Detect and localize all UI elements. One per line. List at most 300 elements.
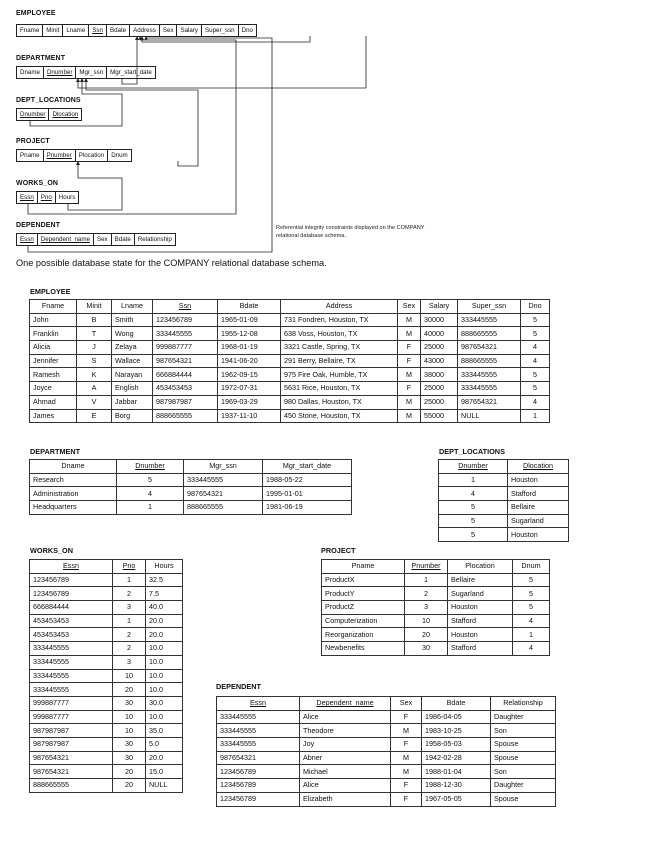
table-cell: 7.5 [146,587,183,601]
table-cell: 5 [513,587,550,601]
table-row [439,473,569,487]
table-cell: 5 [521,368,550,382]
table-cell: 333445555 [30,655,113,669]
schema-attr-key: Dependent_name [38,234,94,245]
table-cell: 10 [113,669,146,683]
table-cell: 4 [513,642,550,656]
column-header: Dnumber [439,460,508,474]
fk-line [28,36,236,214]
table-cell: 987654321 [217,751,300,765]
table-cell: F [398,354,421,368]
table-cell: 5 [513,573,550,587]
column-header: Dno [521,300,550,314]
table-cell: Theodore [300,724,391,738]
table-cell: 999887777 [30,710,113,724]
table-row [30,409,550,423]
table-cell: Bellaire [448,573,513,587]
column-header: Relationship [491,697,556,711]
column-header: Hours [146,560,183,574]
table-cell: 987654321 [458,395,521,409]
table-cell: 10.0 [146,710,183,724]
table-cell: 980 Dallas, Houston, TX [281,395,398,409]
column-header: Dnum [513,560,550,574]
table-cell: 1988-05-22 [263,473,352,487]
schema-department-label: DEPARTMENT [16,55,66,62]
table-cell: 123456789 [217,779,300,793]
table-cell: 1983-10-25 [422,724,491,738]
table-cell: 1 [521,409,550,423]
table-cell: Elizabeth [300,792,391,806]
table-cell: 888665555 [458,354,521,368]
schema-attr-key: Pno [38,192,56,203]
table-cell: 888665555 [184,501,263,515]
table-cell: 333445555 [153,327,218,341]
table-cell: M [398,395,421,409]
table-row [217,765,556,779]
schema-works-on-label: WORKS_ON [16,180,59,187]
header-row [217,697,556,711]
column-header: Pno [113,560,146,574]
table-cell: 987654321 [30,765,113,779]
table-cell: 1955-12-08 [218,327,281,341]
schema-attr: Sex [94,234,112,245]
column-header: Sex [398,300,421,314]
table-cell: 1972-07-31 [218,382,281,396]
dept-locations-table [438,459,569,542]
column-header: Essn [30,560,113,574]
table-cell: 888665555 [458,327,521,341]
table-cell: 30 [113,751,146,765]
table-cell: 453453453 [153,382,218,396]
table-cell: F [391,738,422,752]
table-cell: 10.0 [146,683,183,697]
schema-note: Referential integrity constraints displayed on the COMPANY relational database schema. [276,225,425,239]
table-cell: Wallace [112,354,153,368]
table-cell: F [391,710,422,724]
table-cell: 35.0 [146,724,183,738]
table-cell: ProductX [322,573,405,587]
table-cell: M [398,409,421,423]
table-cell: Alice [300,779,391,793]
table-cell: 43000 [421,354,458,368]
schema-attr: Fname [17,25,43,36]
table-cell: 40000 [421,327,458,341]
table-cell: M [391,724,422,738]
table-cell: 10 [113,710,146,724]
table-cell: 987987987 [30,737,113,751]
table-cell: 2 [113,628,146,642]
table-cell: Daughter [491,710,556,724]
table-row [30,724,183,738]
table-cell: 333445555 [184,473,263,487]
table-cell: B [77,313,112,327]
column-header: Address [281,300,398,314]
table-cell: 987654321 [153,354,218,368]
table-row [30,327,550,341]
table-cell: 453453453 [30,614,113,628]
table-cell: F [398,341,421,355]
table-row [30,487,352,501]
schema-employee-row [16,24,257,37]
table-cell: Stafford [508,487,569,501]
table-cell: 5 [439,528,508,542]
schema-attr: Dname [17,67,44,78]
table-row [322,573,550,587]
table-cell: 638 Voss, Houston, TX [281,327,398,341]
table-cell: Stafford [448,642,513,656]
table-cell: 999887777 [30,696,113,710]
schema-project-label: PROJECT [16,138,50,145]
schema-attr: Mgr_start_date [110,69,152,76]
table-row [30,737,183,751]
table-cell: 666884444 [153,368,218,382]
table-row [439,528,569,542]
column-header: Pname [322,560,405,574]
table-cell: 1942-02-28 [422,751,491,765]
column-header: Bdate [422,697,491,711]
table-cell: Spouse [491,792,556,806]
table-cell: A [77,382,112,396]
table-row [30,683,183,697]
table-cell: 25000 [421,395,458,409]
table-cell: 731 Fondren, Houston, TX [281,313,398,327]
table-row [30,587,183,601]
figure-caption: One possible database state for the COMPANY relational database schema. [16,258,327,268]
table-cell: 10.0 [146,642,183,656]
table-cell: M [398,313,421,327]
table-row [30,710,183,724]
table-cell: Sugarland [448,587,513,601]
table-row [30,313,550,327]
table-cell: Reorganization [322,628,405,642]
table-cell: E [77,409,112,423]
table-cell: Administration [30,487,117,501]
table-cell: 987987987 [153,395,218,409]
table-cell: Joy [300,738,391,752]
table-cell: 1958-05-03 [422,738,491,752]
table-row [30,341,550,355]
table-row [30,382,550,396]
schema-attr-key: Essn [17,192,38,203]
table-row [30,614,183,628]
table-cell: 4 [521,395,550,409]
table-cell: Wong [112,327,153,341]
table-cell: 4 [521,354,550,368]
department-table-title: DEPARTMENT [30,447,81,456]
table-cell: 55000 [421,409,458,423]
schema-attr-key: Dnumber [17,109,49,120]
table-row [30,751,183,765]
table-row [30,779,183,793]
table-row [322,601,550,615]
table-cell: 4 [513,614,550,628]
schema-attr: Lname [63,25,89,36]
table-cell: 5 [521,382,550,396]
table-cell: NULL [458,409,521,423]
schema-dept-locations-row [16,108,82,121]
table-cell: 30.0 [146,696,183,710]
table-cell: Research [30,473,117,487]
table-cell: 333445555 [458,382,521,396]
fk-line [78,36,366,88]
table-cell: Spouse [491,738,556,752]
table-cell: Daughter [491,779,556,793]
table-cell: 333445555 [217,710,300,724]
table-row [30,395,550,409]
table-cell: 5.0 [146,737,183,751]
table-row [30,642,183,656]
schema-department-row [16,66,156,79]
table-cell: 10.0 [146,655,183,669]
table-cell: Abner [300,751,391,765]
table-cell: 5 [521,327,550,341]
table-cell: 3 [113,655,146,669]
table-cell: ProductY [322,587,405,601]
table-cell: 123456789 [217,765,300,779]
table-cell: Borg [112,409,153,423]
column-header: Plocation [448,560,513,574]
table-cell: 3 [113,601,146,615]
schema-attr: Dno [241,27,253,34]
table-cell: 333445555 [458,313,521,327]
column-header: Mgr_start_date [263,460,352,474]
table-cell: Joyce [30,382,77,396]
table-cell: Jabbar [112,395,153,409]
table-row [30,765,183,779]
table-row [217,724,556,738]
table-cell: 20 [113,779,146,793]
table-cell: F [398,382,421,396]
header-row [30,560,183,574]
table-cell: Spouse [491,751,556,765]
table-cell: 333445555 [30,642,113,656]
column-header: Sex [391,697,422,711]
works-on-table [29,559,183,793]
table-cell: 1968-01-19 [218,341,281,355]
project-table-title: PROJECT [321,546,356,555]
table-row [30,628,183,642]
table-cell: F [391,779,422,793]
table-cell: 1965-01-09 [218,313,281,327]
header-row [30,460,352,474]
table-cell: M [391,765,422,779]
table-cell: 20.0 [146,614,183,628]
schema-works-on-row [16,191,79,204]
column-header: Mgr_ssn [184,460,263,474]
table-cell: 20 [113,765,146,779]
table-cell: 32.5 [146,573,183,587]
schema-attr-key: Dnumber [44,67,76,78]
table-cell: 987654321 [458,341,521,355]
header-row [439,460,569,474]
table-cell: M [391,751,422,765]
table-cell: 25000 [421,382,458,396]
table-cell: 38000 [421,368,458,382]
table-cell: 30 [113,696,146,710]
schema-attr: Minit [43,25,63,36]
table-cell: 20.0 [146,751,183,765]
table-cell: 30 [405,642,448,656]
schema-attr: Sex [160,25,178,36]
employee-table [29,299,550,423]
project-table [321,559,550,656]
works-on-table-title: WORKS_ON [30,546,73,555]
table-cell: 1 [117,501,184,515]
table-cell: 10 [405,614,448,628]
table-cell: 123456789 [30,587,113,601]
table-row [439,514,569,528]
table-cell: 5 [439,514,508,528]
dept-locations-table-title: DEPT_LOCATIONS [439,447,505,456]
schema-dependent-label: DEPENDENT [16,222,61,229]
schema-attr: Bdate [107,25,130,36]
column-header: Lname [112,300,153,314]
schema-attr: Dnum [111,152,128,159]
schema-attr: Mgr_ssn [76,67,107,78]
table-cell: 30 [113,737,146,751]
table-row [322,614,550,628]
table-cell: Son [491,724,556,738]
table-cell: Jennifer [30,354,77,368]
table-cell: 1969-03-29 [218,395,281,409]
table-cell: ProductZ [322,601,405,615]
column-header: Essn [217,697,300,711]
table-cell: 291 Berry, Bellaire, TX [281,354,398,368]
schema-project-row [16,149,132,162]
column-header: Minit [77,300,112,314]
table-cell: Ramesh [30,368,77,382]
table-cell: 2 [405,587,448,601]
table-cell: 10 [113,724,146,738]
table-cell: 1988-01-04 [422,765,491,779]
schema-dept-locations-label: DEPT_LOCATIONS [16,97,81,104]
column-header: Ssn [153,300,218,314]
table-cell: Alice [300,710,391,724]
schema-dependent-row [16,233,176,246]
table-cell: 999887777 [153,341,218,355]
header-row [30,300,550,314]
table-cell: Headquarters [30,501,117,515]
table-cell: Alicia [30,341,77,355]
table-row [30,368,550,382]
table-cell: 987654321 [184,487,263,501]
table-row [439,487,569,501]
table-row [30,696,183,710]
table-cell: 333445555 [30,669,113,683]
table-row [30,669,183,683]
header-row [322,560,550,574]
table-row [30,655,183,669]
table-cell: 975 Fire Oak, Humble, TX [281,368,398,382]
table-row [217,710,556,724]
table-cell: 333445555 [217,738,300,752]
table-cell: 2 [113,642,146,656]
table-cell: 5 [439,501,508,515]
schema-attr-key: Ssn [89,25,107,36]
table-row [322,628,550,642]
table-cell: Franklin [30,327,77,341]
schema-attr-key: Pnumber [44,150,76,161]
table-cell: Houston [448,601,513,615]
table-cell: James [30,409,77,423]
table-cell: 5 [117,473,184,487]
schema-attr-key: Essn [17,234,38,245]
table-cell: S [77,354,112,368]
table-cell: 3 [405,601,448,615]
table-cell: 5 [521,313,550,327]
table-cell: 1 [113,614,146,628]
table-cell: 1941-06-20 [218,354,281,368]
table-cell: 987987987 [30,724,113,738]
table-row [30,573,183,587]
table-cell: Computerization [322,614,405,628]
table-cell: 987654321 [30,751,113,765]
table-cell: 20 [405,628,448,642]
table-cell: 888665555 [153,409,218,423]
table-cell: M [398,368,421,382]
table-cell: 1 [439,473,508,487]
table-cell: 2 [113,587,146,601]
column-header: Salary [421,300,458,314]
table-cell: 20.0 [146,628,183,642]
table-cell: Smith [112,313,153,327]
table-cell: M [398,327,421,341]
table-cell: John [30,313,77,327]
schema-attr: Hours [58,194,76,201]
schema-attr: Super_ssn [202,25,239,36]
table-row [217,738,556,752]
column-header: Dependent_name [300,697,391,711]
table-cell: 1967-05-05 [422,792,491,806]
table-cell: 25000 [421,341,458,355]
column-header: Fname [30,300,77,314]
table-cell: 1988-12-30 [422,779,491,793]
table-cell: Narayan [112,368,153,382]
table-row [439,501,569,515]
table-cell: 30000 [421,313,458,327]
column-header: Bdate [218,300,281,314]
table-cell: V [77,395,112,409]
table-cell: Zelaya [112,341,153,355]
schema-attr-key: Dlocation [52,111,79,118]
table-cell: 1995-01-01 [263,487,352,501]
column-header: Dname [30,460,117,474]
column-header: Super_ssn [458,300,521,314]
table-cell: Bellaire [508,501,569,515]
table-cell: 5 [513,601,550,615]
table-cell: Houston [448,628,513,642]
table-row [217,751,556,765]
table-cell: K [77,368,112,382]
table-row [322,642,550,656]
column-header: Pnumber [405,560,448,574]
column-header: Dlocation [508,460,569,474]
table-row [30,501,352,515]
table-cell: English [112,382,153,396]
table-cell: 123456789 [153,313,218,327]
table-row [30,354,550,368]
table-cell: 333445555 [458,368,521,382]
table-cell: 1 [513,628,550,642]
column-header: Dnumber [117,460,184,474]
table-cell: Newbenefits [322,642,405,656]
table-cell: 123456789 [217,792,300,806]
table-cell: Houston [508,473,569,487]
table-cell: 123456789 [30,573,113,587]
table-cell: 666884444 [30,601,113,615]
table-cell: 888665555 [30,779,113,793]
dependent-table [216,696,556,807]
